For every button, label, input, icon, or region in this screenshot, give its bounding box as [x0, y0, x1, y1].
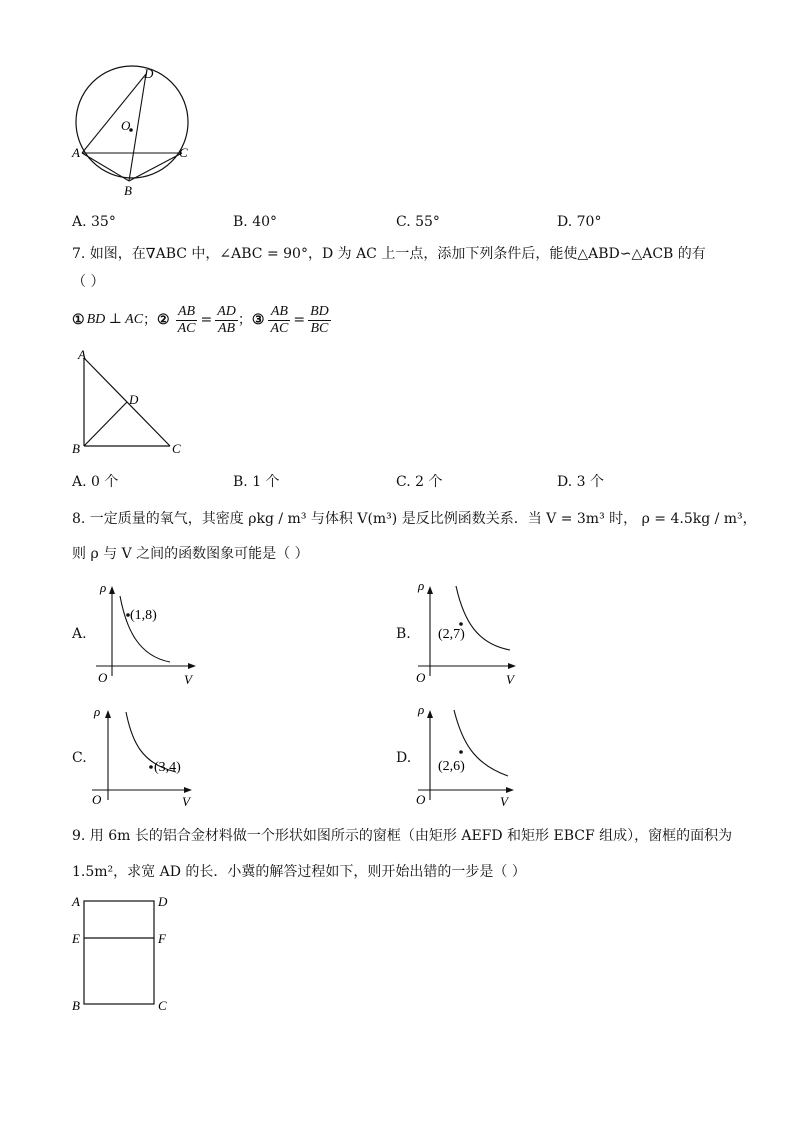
segment-bd	[84, 402, 127, 446]
q8-stem-line2: 则 ρ 与 V 之间的函数图象可能是（ ）	[72, 546, 309, 562]
segment-db	[129, 74, 146, 181]
graph-c	[88, 702, 198, 810]
graph-a-point-label: (1,8)	[130, 608, 157, 623]
q7-conditions	[72, 300, 331, 340]
graph-d-point	[459, 750, 463, 754]
cond3-frac2: $\frac{BD}{BC}$	[310, 303, 329, 336]
graph-b-rho-label: ρ	[418, 578, 425, 593]
graph-d-origin-label: O	[416, 792, 426, 807]
q9-window-figure	[66, 892, 176, 1014]
label-d: D	[144, 66, 154, 81]
graph-d-v-label: V	[500, 794, 508, 809]
cond2-frac2: $\frac{AD}{AB}$	[217, 303, 236, 336]
window-frame	[84, 901, 154, 1004]
graph-d-point-label: (2,6)	[438, 759, 465, 774]
graph-a-x-arrow	[188, 663, 196, 669]
graph-a	[92, 578, 202, 686]
q9-stem-line1: 9. 用 6m 长的铝合金材料做一个形状如图所示的窗框（由矩形 AEFD 和矩形 EBCF 组成），窗框的面积为	[72, 828, 733, 844]
q7-option-c: C. 2 个	[396, 474, 443, 490]
label-f: F	[158, 931, 166, 946]
label-d: D	[129, 392, 139, 407]
graph-b-y-arrow	[427, 586, 433, 594]
cond3-eq: =	[293, 312, 306, 328]
q6-option-a: A. 35°	[72, 214, 116, 230]
q7-option-b: B. 1 个	[233, 474, 280, 490]
graph-c-label: C.	[72, 750, 87, 766]
graph-a-y-arrow	[109, 586, 115, 594]
cond2-eq: =	[200, 312, 213, 328]
label-o: O	[121, 118, 131, 133]
graph-c-origin-label: O	[92, 792, 102, 807]
q7-triangle-figure	[68, 346, 188, 458]
graph-a-label: A.	[72, 626, 87, 642]
graph-c-point-label: (3,4)	[154, 760, 181, 775]
graph-c-point	[149, 765, 153, 769]
graph-c-rho-label: ρ	[94, 704, 101, 719]
q8-stem-line1: 8. 一定质量的氧气，其密度 ρkg / m³ 与体积 V(m³) 是反比例函数关系．当 V = 3m³ 时， ρ = 4.5kg / m³，	[72, 511, 757, 527]
segment-ab	[82, 153, 129, 181]
q7-option-d: D. 3 个	[557, 474, 604, 490]
label-c: C	[179, 145, 188, 160]
label-c: C	[158, 998, 167, 1013]
q9-stem-line2: 1.5m²，求宽 AD 的长．小冀的解答过程如下，则开始出错的一步是（ ）	[72, 864, 526, 880]
label-a: A	[72, 894, 80, 909]
graph-c-y-arrow	[105, 710, 111, 718]
q6-option-d: D. 70°	[557, 214, 602, 230]
q7-stem-line1: 7. 如图，在∇ABC 中，∠ABC = 90°，D 为 AC 上一点，添加下列条件后，能使△ABD∽△ACB 的有	[72, 246, 706, 262]
q7-stem-line2: （ ）	[72, 274, 105, 290]
graph-b-origin-label: O	[416, 670, 426, 685]
graph-b-x-arrow	[508, 663, 516, 669]
graph-a-curve	[120, 596, 170, 662]
graph-d	[414, 702, 524, 810]
graph-c-x-arrow	[184, 787, 192, 793]
label-b: B	[72, 441, 80, 456]
label-b: B	[72, 998, 80, 1013]
sep1: ；	[143, 312, 158, 328]
cond1-mark: ①	[72, 312, 85, 328]
cond1-expr: BD ⊥ AC	[86, 312, 144, 327]
cond2-mark: ②	[157, 312, 170, 328]
graph-b-label: B.	[396, 626, 411, 642]
graph-d-x-arrow	[506, 787, 514, 793]
cond3-frac1: $\frac{AB}{AC}$	[270, 303, 289, 336]
graph-d-rho-label: ρ	[418, 702, 425, 717]
graph-d-y-arrow	[427, 710, 433, 718]
cond2-frac1: $\frac{AB}{AC}$	[177, 303, 196, 336]
q6-circle-figure	[60, 60, 200, 200]
cond3-mark: ③	[251, 312, 265, 328]
graph-b-v-label: V	[506, 672, 514, 686]
graph-d-label: D.	[396, 750, 412, 766]
graph-a-rho-label: ρ	[100, 580, 107, 595]
graph-a-origin-label: O	[98, 670, 108, 685]
label-a: A	[72, 145, 80, 160]
graph-b-point	[459, 622, 463, 626]
graph-b-point-label: (2,7)	[438, 627, 465, 642]
graph-a-v-label: V	[184, 672, 192, 686]
label-e: E	[72, 931, 80, 946]
label-b: B	[124, 183, 132, 198]
q6-option-b: B. 40°	[233, 214, 278, 230]
graph-c-v-label: V	[182, 794, 190, 809]
label-d: D	[158, 894, 168, 909]
sep2: ；	[237, 312, 252, 328]
segment-ad	[82, 74, 146, 153]
graph-b	[414, 578, 524, 686]
q7-option-a: A. 0 个	[72, 474, 119, 490]
q6-option-c: C. 55°	[396, 214, 440, 230]
label-a: A	[78, 347, 86, 362]
label-c: C	[172, 441, 181, 456]
segment-bc	[129, 153, 182, 181]
